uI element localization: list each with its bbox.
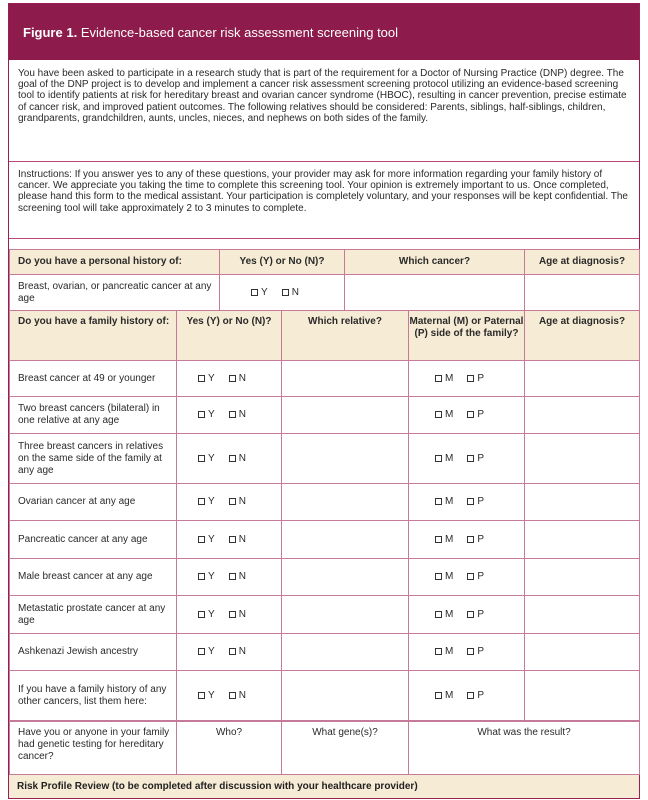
checkbox-icon[interactable] <box>198 692 205 699</box>
maternal-option[interactable]: M <box>435 496 453 508</box>
figure-header <box>9 4 639 60</box>
checkbox-icon[interactable] <box>435 573 442 580</box>
checkbox-icon[interactable] <box>467 375 474 382</box>
yes-no-options <box>220 275 345 311</box>
yes-no-options <box>177 596 282 634</box>
genetic-result: What was the result? <box>409 722 640 775</box>
yes-option[interactable]: Y <box>198 646 215 658</box>
maternal-paternal-options <box>409 361 525 397</box>
no-option[interactable]: N <box>229 690 246 702</box>
checkbox-icon[interactable] <box>435 411 442 418</box>
paternal-option[interactable]: P <box>467 409 484 421</box>
yes-option[interactable]: Y <box>198 409 215 421</box>
figure-label: Figure 1. <box>23 25 78 40</box>
yes-option[interactable]: Y <box>198 690 215 702</box>
maternal-paternal-options <box>409 397 525 434</box>
table-row <box>10 671 640 721</box>
paternal-option[interactable]: P <box>467 609 484 621</box>
genetic-testing-table <box>9 721 640 775</box>
yes-option[interactable]: Y <box>198 609 215 621</box>
checkbox-icon[interactable] <box>467 648 474 655</box>
family-header-relative: Which relative? <box>282 311 409 361</box>
no-option[interactable]: N <box>229 609 246 621</box>
divider <box>9 161 639 162</box>
family-header-yesno: Yes (Y) or No (N)? <box>177 311 282 361</box>
age-at-diagnosis-field[interactable] <box>525 275 640 311</box>
age-at-diagnosis-field[interactable] <box>525 484 640 521</box>
no-option[interactable]: N <box>229 571 246 583</box>
maternal-option[interactable]: M <box>435 646 453 658</box>
checkbox-icon[interactable] <box>229 498 236 505</box>
which-relative-field[interactable] <box>282 671 409 721</box>
personal-header-cancer: Which cancer? <box>345 250 525 275</box>
checkbox-icon[interactable] <box>435 692 442 699</box>
checkbox-icon[interactable] <box>435 375 442 382</box>
yes-no-options <box>177 671 282 721</box>
yes-option[interactable]: Y <box>198 496 215 508</box>
intro-paragraph: You have been asked to participate in a research study that is part of the requirement for a Doctor of Nursing Practice (DNP) degree. The goal of the DNP project is to develop and implement a cancer risk assessment screening protocol utilizing an evidence-based screening tool to identify patients at risk for hereditary breast and ovarian cancer syndrome (HBOC), resulting in cancer prevention, precise estimate of cancer risk, and improved patient outcomes. The following relatives should be considered: Parents, siblings, half-siblings, children, grandparents, grandchildren, aunts, uncles, nieces, and nephews on both sides of the family. <box>18 68 627 124</box>
age-at-diagnosis-field[interactable] <box>525 559 640 596</box>
maternal-option[interactable]: M <box>435 534 453 546</box>
no-option[interactable]: N <box>229 453 246 465</box>
paternal-option[interactable]: P <box>467 496 484 508</box>
paternal-option[interactable]: P <box>467 571 484 583</box>
checkbox-icon[interactable] <box>198 411 205 418</box>
family-header-age: Age at diagnosis? <box>525 311 640 361</box>
family-history-table <box>9 310 640 721</box>
checkbox-icon[interactable] <box>282 289 289 296</box>
which-relative-field[interactable] <box>282 434 409 484</box>
maternal-option[interactable]: M <box>435 571 453 583</box>
maternal-option[interactable]: M <box>435 690 453 702</box>
maternal-paternal-options <box>409 634 525 671</box>
checkbox-icon[interactable] <box>467 692 474 699</box>
which-relative-field[interactable] <box>282 559 409 596</box>
table-row <box>10 521 640 559</box>
age-at-diagnosis-field[interactable] <box>525 521 640 559</box>
yes-no-options <box>177 634 282 671</box>
no-option[interactable]: N <box>229 496 246 508</box>
checkbox-icon[interactable] <box>467 411 474 418</box>
family-row-label: Pancreatic cancer at any age <box>10 521 177 559</box>
checkbox-icon[interactable] <box>229 455 236 462</box>
checkbox-icon[interactable] <box>435 536 442 543</box>
figure-title <box>23 25 398 40</box>
yes-no-options <box>177 521 282 559</box>
age-at-diagnosis-field[interactable] <box>525 634 640 671</box>
paternal-option[interactable]: P <box>467 453 484 465</box>
checkbox-icon[interactable] <box>229 411 236 418</box>
which-cancer-field[interactable] <box>345 275 525 311</box>
table-row <box>10 596 640 634</box>
yes-no-options <box>177 484 282 521</box>
no-option[interactable]: N <box>229 409 246 421</box>
checkbox-icon[interactable] <box>229 692 236 699</box>
maternal-option[interactable]: M <box>435 609 453 621</box>
no-option[interactable]: N <box>229 373 246 385</box>
family-row-label: Ovarian cancer at any age <box>10 484 177 521</box>
family-row-label: If you have a family history of any other cancers, list them here: <box>10 671 177 721</box>
checkbox-icon[interactable] <box>198 573 205 580</box>
checkbox-icon[interactable] <box>198 498 205 505</box>
table-row <box>10 634 640 671</box>
checkbox-icon[interactable] <box>435 498 442 505</box>
table-row <box>10 361 640 397</box>
personal-header-yesno: Yes (Y) or No (N)? <box>220 250 345 275</box>
checkbox-icon[interactable] <box>435 455 442 462</box>
checkbox-icon[interactable] <box>251 289 258 296</box>
age-at-diagnosis-field[interactable] <box>525 596 640 634</box>
checkbox-icon[interactable] <box>435 611 442 618</box>
checkbox-icon[interactable] <box>467 573 474 580</box>
which-relative-field[interactable] <box>282 596 409 634</box>
checkbox-icon[interactable] <box>229 536 236 543</box>
family-row-label: Male breast cancer at any age <box>10 559 177 596</box>
family-row-label: Ashkenazi Jewish ancestry <box>10 634 177 671</box>
which-relative-field[interactable] <box>282 361 409 397</box>
risk-profile-review-label: Risk Profile Review (to be completed after discussion with your healthcare provider) <box>17 781 418 792</box>
maternal-paternal-options <box>409 559 525 596</box>
checkbox-icon[interactable] <box>467 455 474 462</box>
table-row <box>10 559 640 596</box>
personal-history-table <box>9 249 640 311</box>
personal-header-question: Do you have a personal history of: <box>10 250 220 275</box>
table-row <box>10 397 640 434</box>
checkbox-icon[interactable] <box>467 611 474 618</box>
checkbox-icon[interactable] <box>229 375 236 382</box>
screening-form <box>8 3 640 799</box>
family-header-question: Do you have a family history of: <box>10 311 177 361</box>
paternal-option[interactable]: P <box>467 646 484 658</box>
yes-option[interactable]: Y <box>198 373 215 385</box>
paternal-option[interactable]: P <box>467 690 484 702</box>
checkbox-icon[interactable] <box>435 648 442 655</box>
yes-option[interactable]: Y <box>251 287 268 299</box>
table-row <box>10 722 640 775</box>
family-header-side: Maternal (M) or Paternal (P) side of the family? <box>409 311 525 361</box>
checkbox-icon[interactable] <box>198 611 205 618</box>
yes-no-options <box>177 559 282 596</box>
maternal-option[interactable]: M <box>435 373 453 385</box>
which-relative-field[interactable] <box>282 397 409 434</box>
which-relative-field[interactable] <box>282 484 409 521</box>
checkbox-icon[interactable] <box>467 536 474 543</box>
age-at-diagnosis-field[interactable] <box>525 671 640 721</box>
paternal-option[interactable]: P <box>467 534 484 546</box>
checkbox-icon[interactable] <box>198 536 205 543</box>
table-row <box>10 434 640 484</box>
checkbox-icon[interactable] <box>198 455 205 462</box>
family-row-label: Metastatic prostate cancer at any age <box>10 596 177 634</box>
which-relative-field[interactable] <box>282 521 409 559</box>
no-option[interactable]: N <box>229 646 246 658</box>
family-row-label: Three breast cancers in relatives on the same side of the family at any age <box>10 434 177 484</box>
risk-profile-review <box>9 774 639 798</box>
age-at-diagnosis-field[interactable] <box>525 361 640 397</box>
no-option[interactable]: N <box>229 534 246 546</box>
maternal-paternal-options <box>409 596 525 634</box>
divider <box>9 238 639 239</box>
checkbox-icon[interactable] <box>467 498 474 505</box>
family-row-label: Breast cancer at 49 or younger <box>10 361 177 397</box>
yes-no-options <box>177 434 282 484</box>
maternal-paternal-options <box>409 434 525 484</box>
personal-row-label: Breast, ovarian, or pancreatic cancer at any age <box>10 275 220 311</box>
maternal-option[interactable]: M <box>435 453 453 465</box>
instructions-paragraph: Instructions: If you answer yes to any of these questions, your provider may ask for more information regarding your family history of cancer. We appreciate you taking the time to complete this screening tool. Your opinion is extremely important to us. Once completed, please hand this form to the medical assistant. Your participation is completely voluntary, and your responses will be kept confidential. The screening tool will take approximately 2 to 3 minutes to complete. <box>18 169 628 214</box>
genetic-question: Have you or anyone in your family had genetic testing for hereditary cancer? <box>10 722 177 775</box>
paternal-option[interactable]: P <box>467 373 484 385</box>
family-row-label: Two breast cancers (bilateral) in one relative at any age <box>10 397 177 434</box>
yes-option[interactable]: Y <box>198 571 215 583</box>
checkbox-icon[interactable] <box>229 573 236 580</box>
genetic-who: Who? <box>177 722 282 775</box>
maternal-paternal-options <box>409 521 525 559</box>
age-at-diagnosis-field[interactable] <box>525 397 640 434</box>
table-row <box>10 275 640 311</box>
yes-no-options <box>177 361 282 397</box>
maternal-paternal-options <box>409 671 525 721</box>
yes-option[interactable]: Y <box>198 453 215 465</box>
maternal-paternal-options <box>409 484 525 521</box>
which-relative-field[interactable] <box>282 634 409 671</box>
genetic-genes: What gene(s)? <box>282 722 409 775</box>
age-at-diagnosis-field[interactable] <box>525 434 640 484</box>
figure-title-text: Evidence-based cancer risk assessment screening tool <box>80 25 399 40</box>
no-option[interactable]: N <box>282 287 299 299</box>
yes-no-options <box>177 397 282 434</box>
maternal-option[interactable]: M <box>435 409 453 421</box>
checkbox-icon[interactable] <box>198 648 205 655</box>
personal-header-age: Age at diagnosis? <box>525 250 640 275</box>
checkbox-icon[interactable] <box>198 375 205 382</box>
checkbox-icon[interactable] <box>229 648 236 655</box>
yes-option[interactable]: Y <box>198 534 215 546</box>
checkbox-icon[interactable] <box>229 611 236 618</box>
table-row <box>10 484 640 521</box>
